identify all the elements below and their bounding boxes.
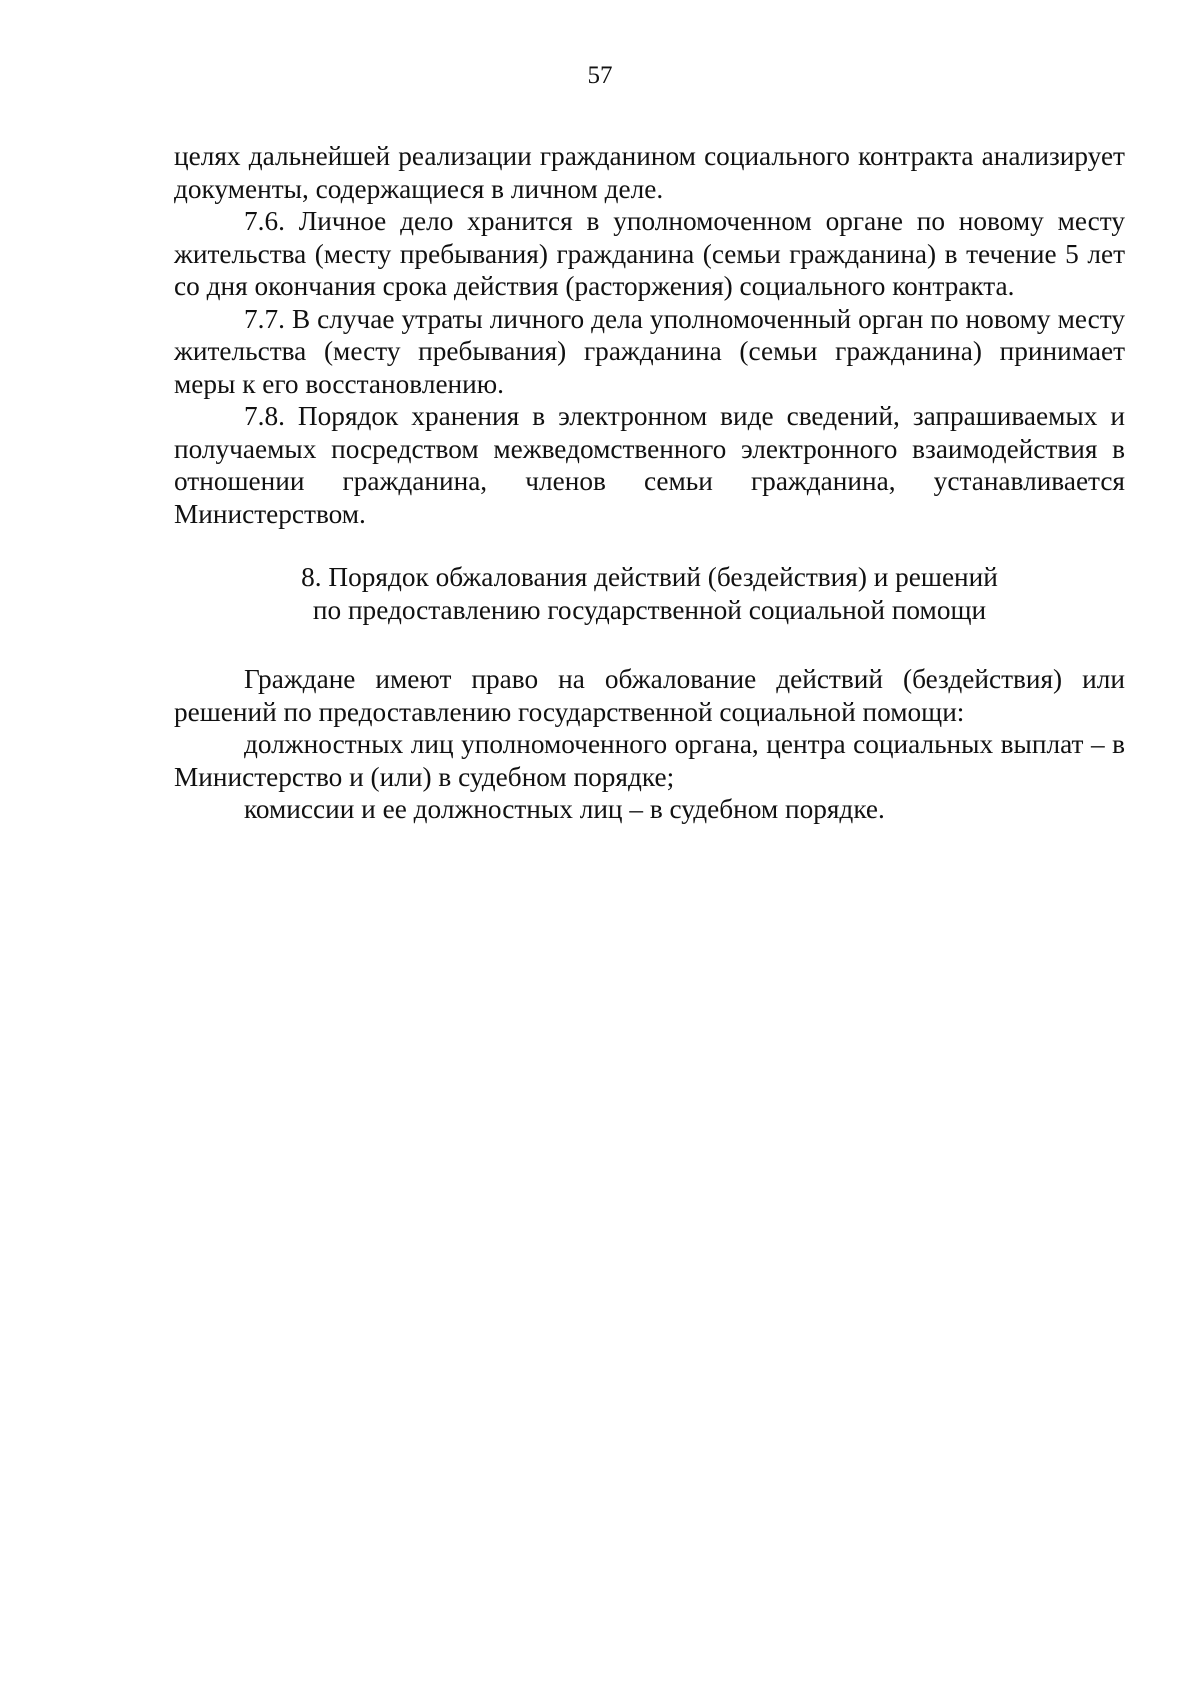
section-8-heading [174, 561, 1125, 627]
paragraph-continuation: целях дальнейшей реализации гражданином социального контракта анализирует документы, содержащиеся в личном деле. [174, 141, 1125, 204]
paragraph-7-8: 7.8. Порядок хранения в электронном виде сведений, запрашиваемых и получаемых посредством межведомственного электронного взаимодействия в отношении гражданина, членов семьи гражданина, устанавливается Министерством. [174, 401, 1125, 529]
paragraph-7-7: 7.7. В случае утраты личного дела уполномоченный орган по новому месту жительства (месту пребывания) гражданина (семьи гражданина) принимает меры к его восстановлению. [174, 303, 1125, 399]
document-body [174, 140, 1125, 826]
paragraph-7-6: 7.6. Личное дело хранится в уполномоченном органе по новому месту жительства (месту пребывания) гражданина (семьи гражданина) в течение 5 лет со дня окончания срока действия (расторжения) социального контракта. [174, 206, 1125, 301]
section-8-heading-line-2: по предоставлению государственной социальной помощи [312, 595, 987, 625]
page-number: 57 [587, 62, 613, 89]
paragraph-appeal-commission: комиссии и ее должностных лиц – в судебном порядке. [244, 794, 885, 824]
paragraph-appeal-officials: должностных лиц уполномоченного органа, центра социальных выплат – в Министерство и (или) в судебном порядке; [174, 729, 1125, 792]
section-8-heading-line-1: 8. Порядок обжалования действий (бездействия) и решений [301, 562, 998, 592]
paragraph-appeal-right: Граждане имеют право на обжалование действий (бездействия) или решений по предоставлению государственной социальной помощи: [174, 664, 1125, 727]
